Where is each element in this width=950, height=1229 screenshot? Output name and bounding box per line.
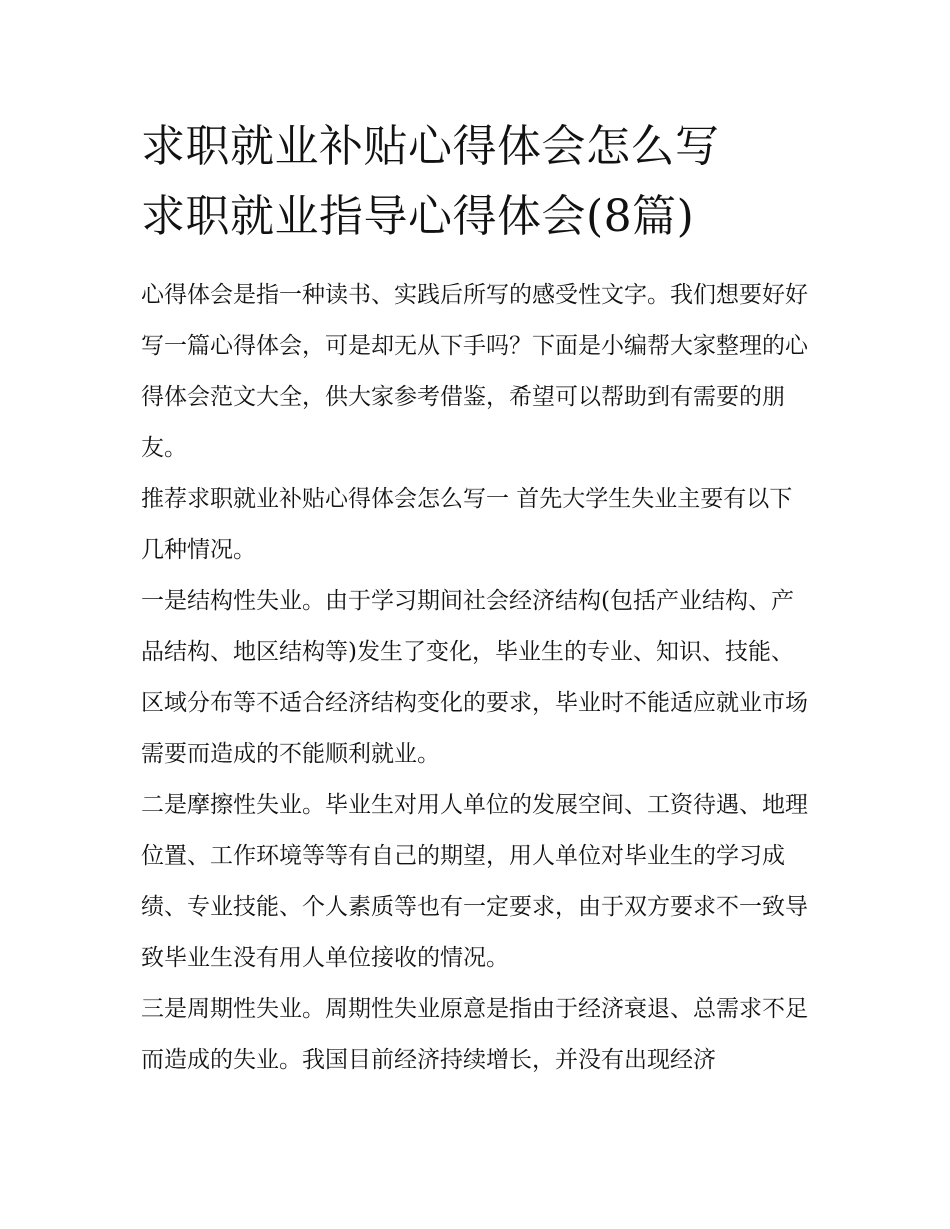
paragraph-cyclical-unemployment: 三是周期性失业。周期性失业原意是指由于经济衰退、总需求不足而造成的失业。我国目前经济持续增长，并没有出现经济: [141, 996, 808, 1073]
paragraph-structural-unemployment: 一是结构性失业。由于学习期间社会经济结构(包括产业结构、产品结构、地区结构等)发生了变化，毕业生的专业、知识、技能、区域分布等不适合经济结构变化的要求，毕业时不能适应就业市场需要而造成的不能顺利就业。: [141, 588, 808, 767]
paragraph-frictional-unemployment: 二是摩擦性失业。毕业生对用人单位的发展空间、工资待遇、地理位置、工作环境等等有自己的期望，用人单位对毕业生的学习成绩、专业技能、个人素质等也有一定要求，由于双方要求不一致导致毕业生没有用人单位接收的情况。: [141, 792, 808, 971]
title-line-2: 求职就业指导心得体会(8篇): [141, 191, 695, 242]
document-title: [141, 112, 813, 252]
paragraph-recommend: 推荐求职就业补贴心得体会怎么写一 首先大学生失业主要有以下几种情况。: [141, 486, 793, 563]
title-line-1: 求职就业补贴心得体会怎么写: [141, 121, 720, 172]
paragraph-intro: 心得体会是指一种读书、实践后所写的感受性文字。我们想要好好写一篇心得体会，可是却无从下手吗？下面是小编帮大家整理的心得体会范文大全，供大家参考借鉴，希望可以帮助到有需要的朋友。: [141, 282, 808, 461]
document-content: [141, 112, 813, 1086]
